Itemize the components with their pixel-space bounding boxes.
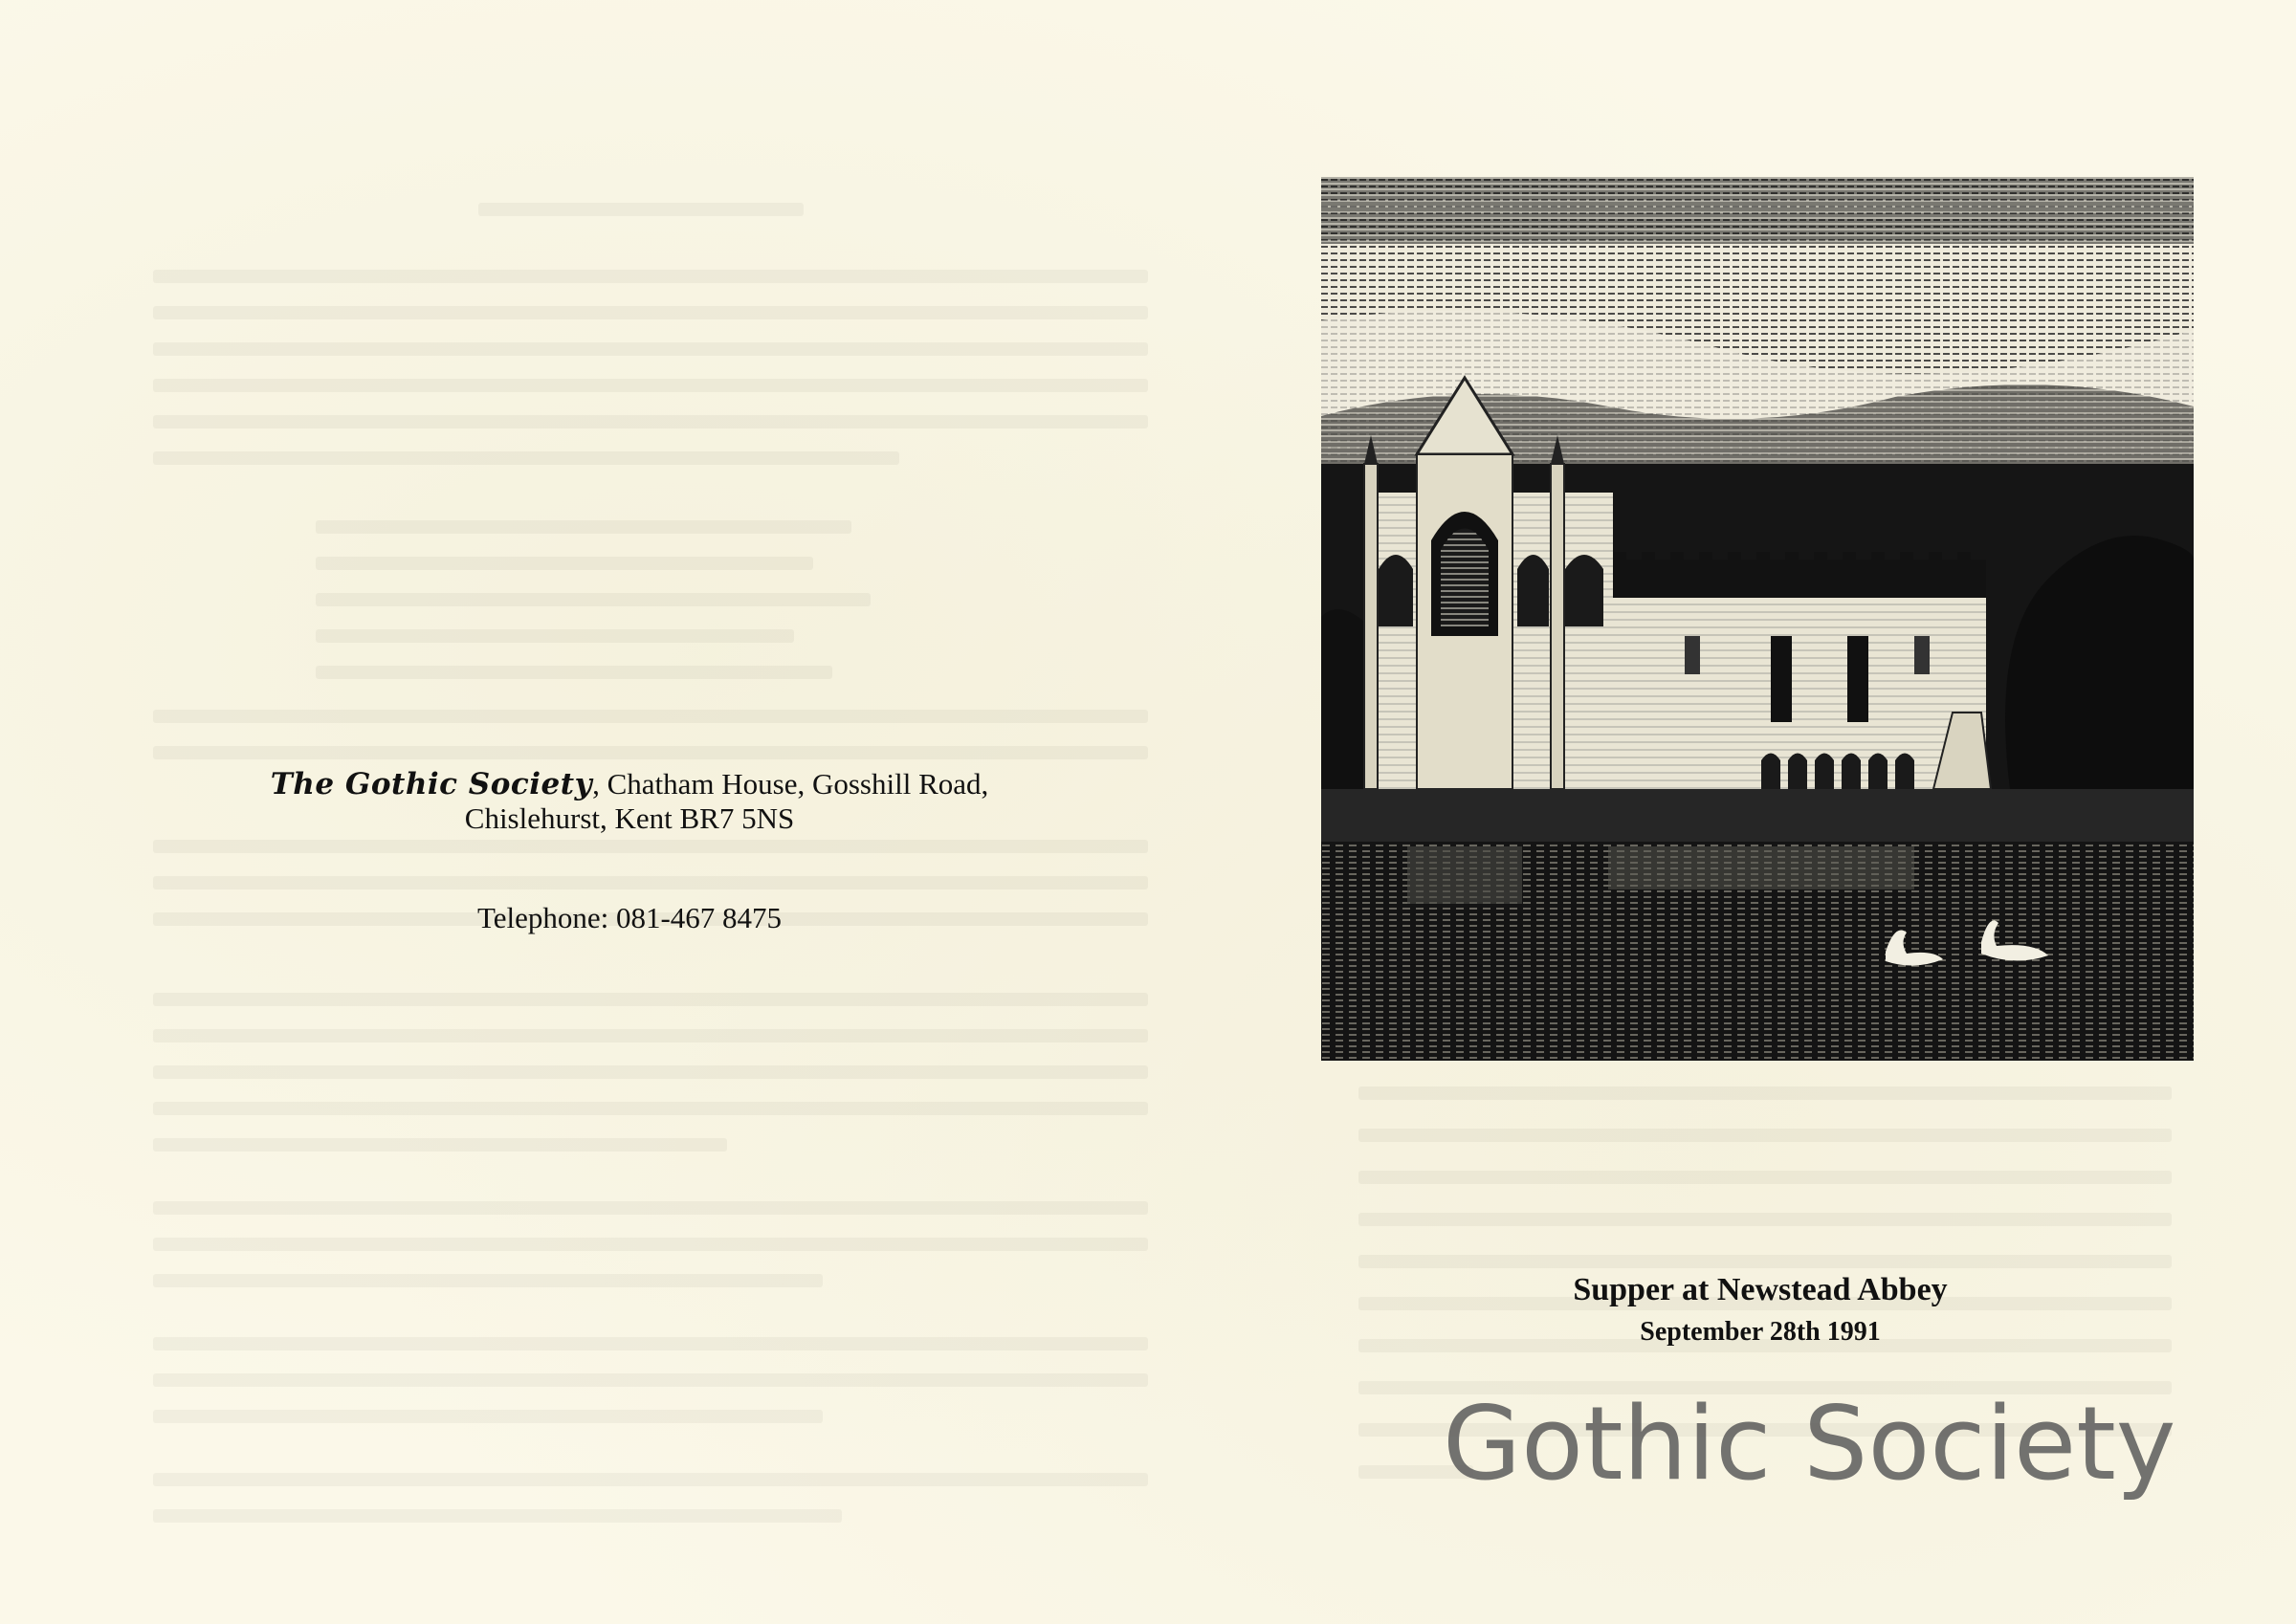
address-line-1 bbox=[256, 767, 1003, 801]
society-name: The Gothic Society bbox=[270, 767, 593, 801]
address-line-2: Chislehurst, Kent BR7 5NS bbox=[464, 801, 795, 835]
event-title: Supper at Newstead Abbey bbox=[1573, 1272, 1948, 1307]
abbey-engraving-illustration bbox=[1321, 177, 2194, 1061]
event-date: September 28th 1991 bbox=[1640, 1317, 1881, 1347]
society-address bbox=[256, 767, 1003, 836]
telephone-number: Telephone: 081-467 8475 bbox=[476, 901, 783, 934]
watermark-text: Gothic Society bbox=[1443, 1385, 2176, 1503]
abbey-engraving bbox=[1321, 177, 2194, 1061]
address-street: , Chatham House, Gosshill Road, bbox=[592, 767, 989, 801]
